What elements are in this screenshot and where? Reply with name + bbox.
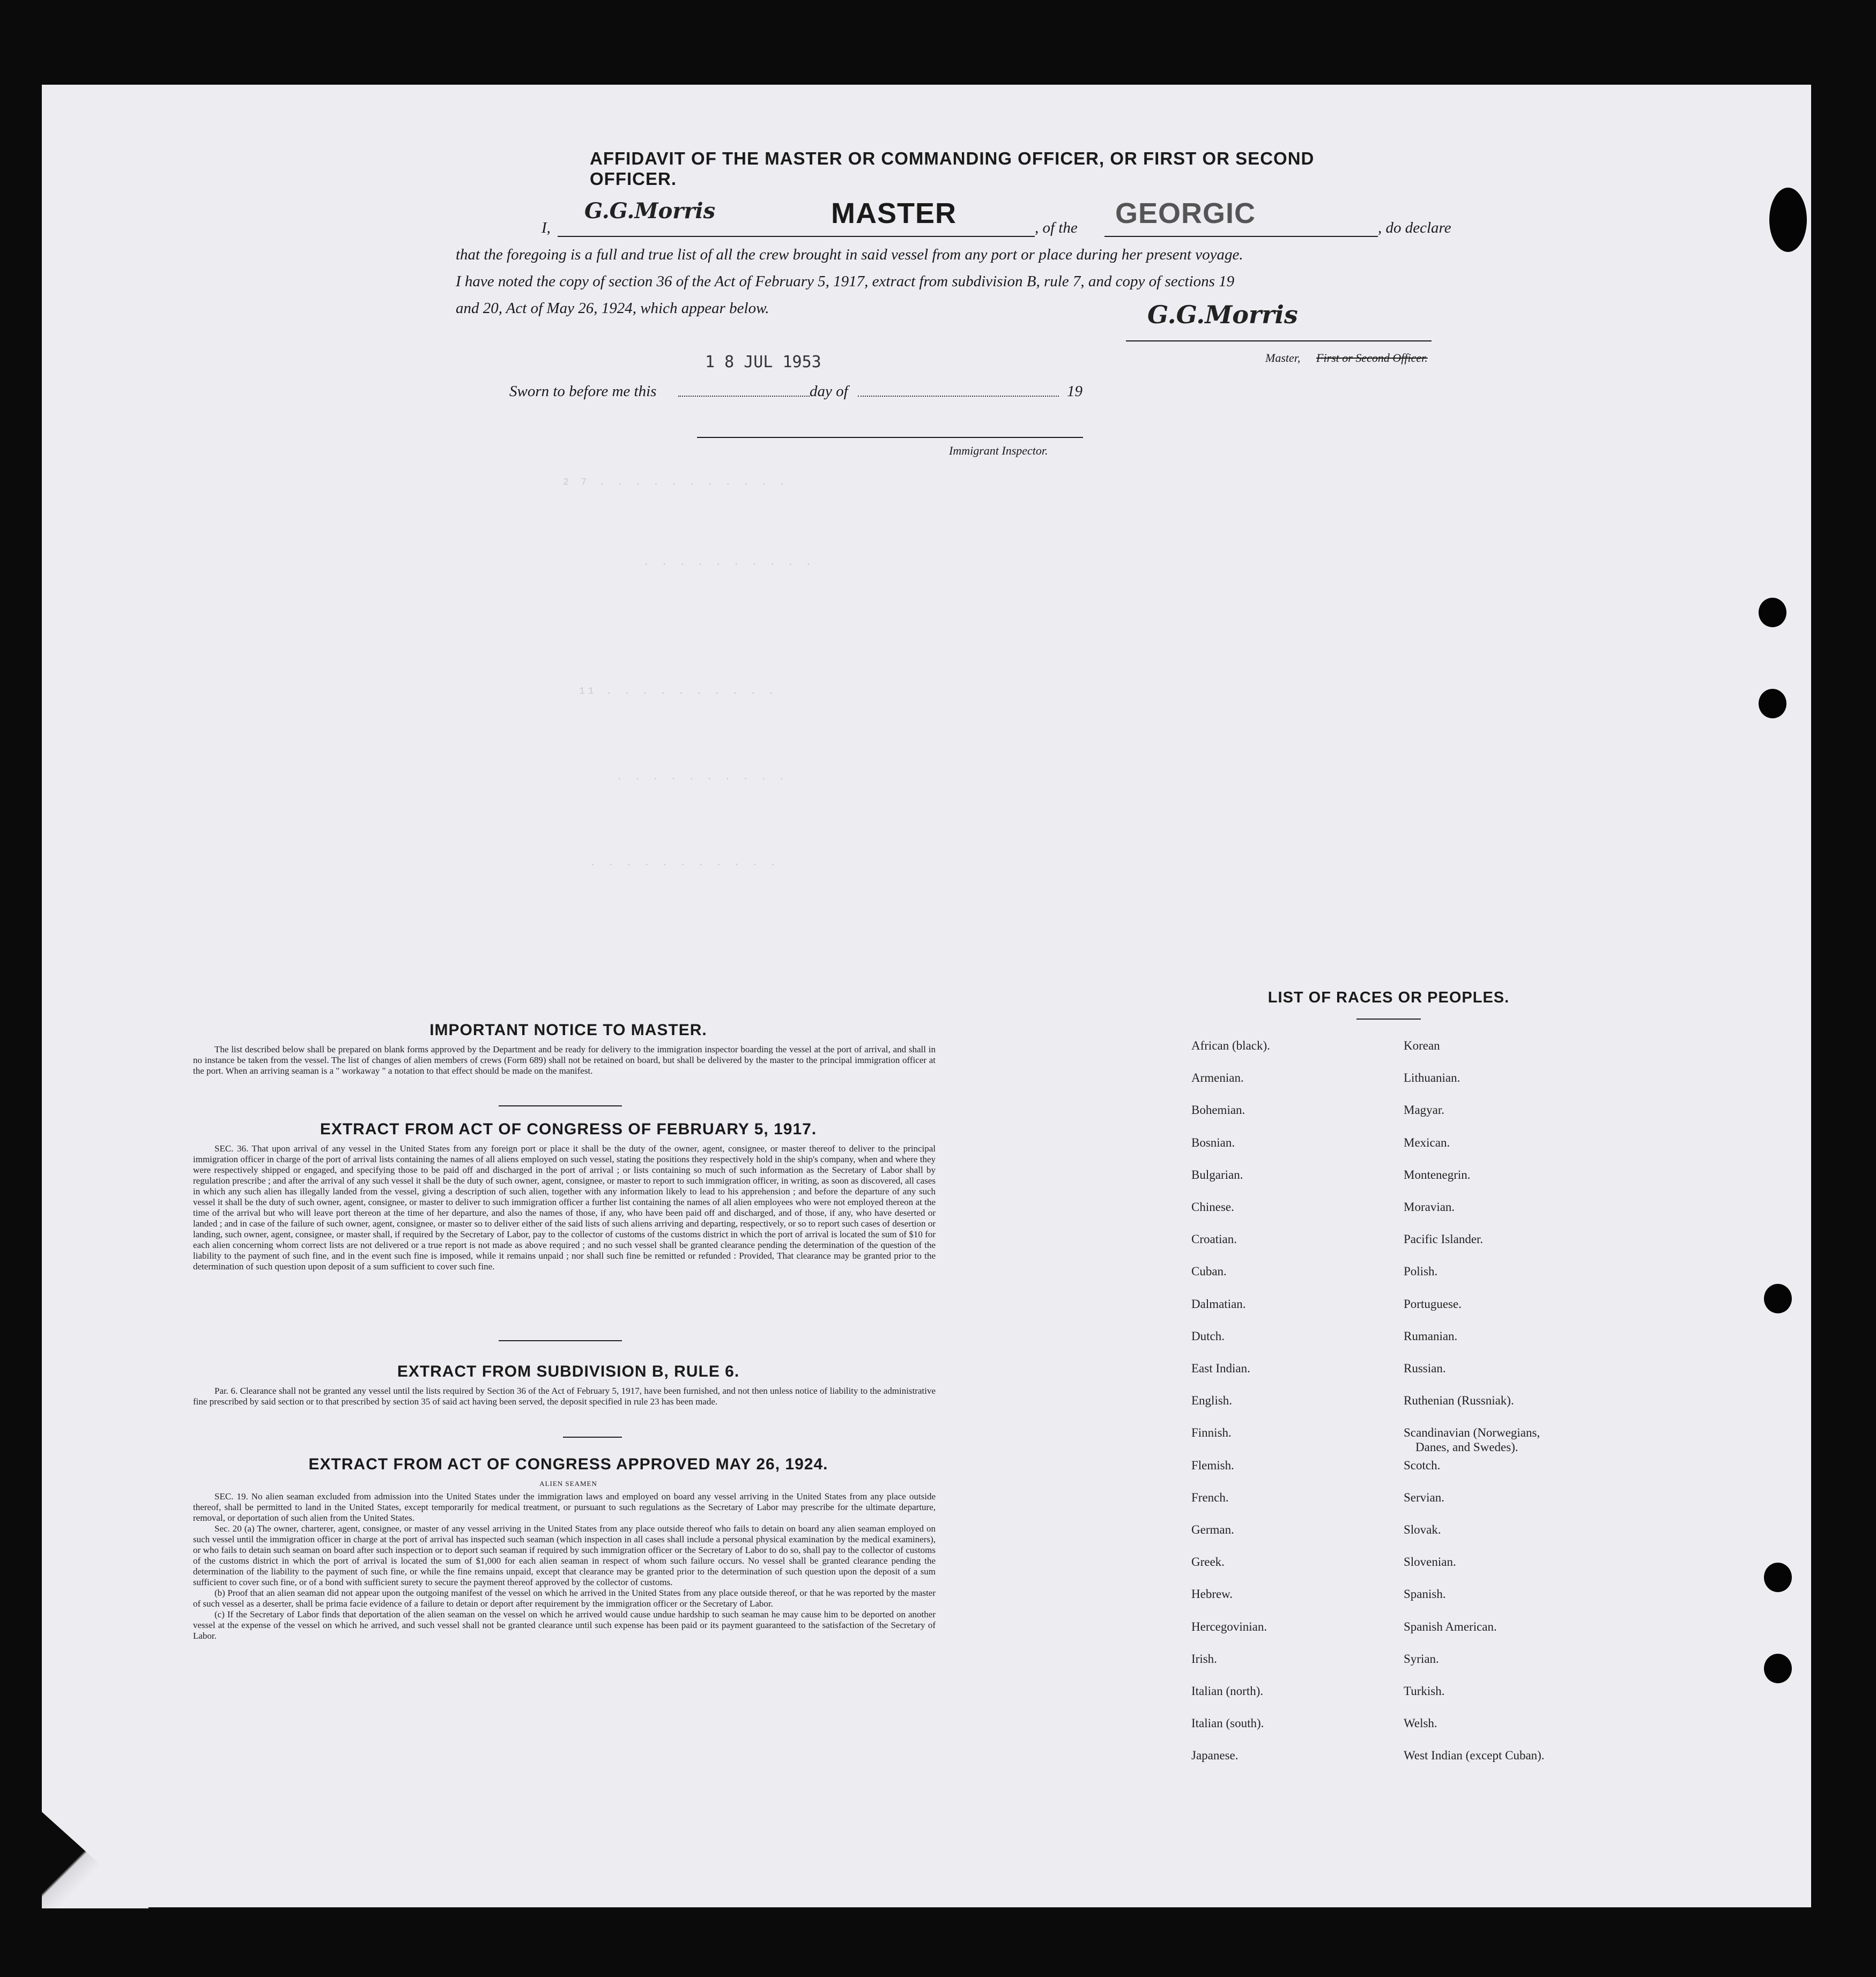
section-divider bbox=[563, 1437, 622, 1438]
act1917-sec36: SEC. 36. That upon arrival of any vessel in the United States from any foreign port or place it shall be the duty of the owner, agent, consignee, or master thereof to deliver to the principal immigration officer in charge of the port of arrival lists containing the names of all aliens employed on such vessel, stating the positions they respectively hold in the ship's company, when and where they were respectively shipped or engaged, and specifying those to be paid off and discharged in the port of arrival ; or lists containing so much of such information as the Secretary of Labor shall by regulation prescribe ; and after the arrival of any such vessel it shall be the duty of such owner, agent, consignee, or master to report to such immigration officer, in writing, as soon as discovered, all cases in which any such alien has illegally landed from the vessel, giving a description of such alien, together with any information likely to lead to his apprehension ; and before the departure of any such vessel it shall be the duty of such owner, agent, consignee, or master to deliver to such immigration officer a further list containing the names of all alien employees who were not employed thereon at the time of the arrival but who will leave port thereon at the time of her departure, and also the names of those, if any, who have been paid off and discharged, and of those, if any, who have deserted or landed ; and in case of the failure of such owner, agent, consignee, or master so to deliver either of the said lists of such aliens arriving and departing, respectively, or so to report such cases of desertion or landing, such owner, agent, consignee, or master shall, if required by the Secretary of Labor, pay to the collector of customs of the customs district in which the port of arrival is located the sum of $10 for each alien concerning whom correct lists are not delivered or a true report is not made as above required ; and no such vessel shall be granted clearance pending the determination of the question of the liability to the payment of such fine, and in the event such fine is imposed, while it remains unpaid ; nor shall such fine be remitted or refunded : Provided, That clearance may be granted prior to the determination of such question upon deposit of a sum sufficient to cover such fine. bbox=[193, 1143, 936, 1272]
vessel-name: GEORGIC bbox=[1115, 197, 1256, 229]
race-entry: Servian. bbox=[1404, 1490, 1445, 1504]
inspector-label: Immigrant Inspector. bbox=[949, 444, 1048, 457]
race-entry: Greek. bbox=[1191, 1555, 1225, 1569]
race-entry: East Indian. bbox=[1191, 1362, 1250, 1375]
race-entry: Armenian. bbox=[1191, 1071, 1244, 1085]
bleed-through-text: 11 . . . . . . . . . . bbox=[579, 686, 777, 697]
race-entry: Hebrew. bbox=[1191, 1587, 1233, 1601]
bleed-through-text: 2 7 . . . . . . . . . . . bbox=[563, 477, 789, 488]
of-the-text: , of the bbox=[1035, 219, 1078, 236]
race-entry: Chinese. bbox=[1191, 1200, 1234, 1214]
race-entry: Syrian. bbox=[1404, 1652, 1439, 1666]
section-divider bbox=[499, 1105, 622, 1106]
bleed-through-text: . . . . . . . . . . bbox=[617, 772, 788, 783]
act1924-heading: EXTRACT FROM ACT OF CONGRESS APPROVED MAY 26, 1924. bbox=[308, 1455, 828, 1473]
master-name-signature: G.G.Morris bbox=[584, 198, 716, 224]
races-heading: LIST OF RACES OR PEOPLES. bbox=[1267, 989, 1510, 1006]
race-entry: French. bbox=[1191, 1490, 1229, 1504]
race-entry: Russian. bbox=[1404, 1362, 1446, 1375]
race-entry: Finnish. bbox=[1191, 1426, 1232, 1440]
sworn-text: Sworn to before me this bbox=[509, 383, 657, 400]
do-declare-text: , do declare bbox=[1378, 219, 1451, 236]
master-signature: G.G.Morris bbox=[1147, 300, 1298, 329]
declaration-line-2: I have noted the copy of section 36 of the Act of February 5, 1917, extract from subdivision B, rule 7, and copy of sections 19 bbox=[456, 273, 1235, 290]
race-entry: Polish. bbox=[1404, 1265, 1438, 1279]
declaration-line-3: and 20, Act of May 26, 1924, which appear below. bbox=[456, 300, 769, 317]
inspector-line bbox=[697, 437, 1083, 438]
affidavit-heading: AFFIDAVIT OF THE MASTER OR COMMANDING OFFICER, OR FIRST OR SECOND OFFICER. bbox=[590, 148, 1315, 189]
race-entry: Mexican. bbox=[1404, 1135, 1450, 1149]
race-entry: Moravian. bbox=[1404, 1200, 1455, 1214]
rule6-text bbox=[193, 1386, 936, 1407]
race-entry: Magyar. bbox=[1404, 1103, 1445, 1117]
date-stamp: 1 8 JUL 1953 bbox=[705, 353, 821, 371]
vessel-line bbox=[1104, 236, 1378, 237]
act1924-sec20b: (b) Proof that an alien seaman did not appear upon the outgoing manifest of the vessel on which he arrived in the United States from any place outside thereof, or that he was reported by the master of such vessel as a deserter, shall be prima facie evidence of a failure to detain or deport after requirement by the immigration officer or the Secretary of Labor. bbox=[193, 1588, 936, 1609]
binder-hole bbox=[1759, 689, 1786, 718]
race-entry: Bosnian. bbox=[1191, 1135, 1235, 1149]
race-entry: Portuguese. bbox=[1404, 1297, 1462, 1311]
sworn-month-line bbox=[858, 396, 1059, 397]
rule6-heading: EXTRACT FROM SUBDIVISION B, RULE 6. bbox=[397, 1363, 740, 1380]
act1924-sec20c: (c) If the Secretary of Labor finds that deportation of the alien seaman on the vessel on which he arrived would cause undue hardship to such seaman he may cause him to be deported on another vessel at the expense of the vessel on which he arrived, and such vessel shall not be granted clearance until such expense has been paid or its payment guaranteed to the satisfaction of the Secretary of Labor. bbox=[193, 1609, 936, 1641]
day-of-text: day of bbox=[810, 383, 848, 400]
race-entry: Dalmatian. bbox=[1191, 1297, 1246, 1311]
binder-hole bbox=[1764, 1284, 1792, 1313]
race-entry: Italian (north). bbox=[1191, 1684, 1264, 1698]
binder-hole bbox=[1759, 598, 1786, 627]
act1924-text bbox=[193, 1491, 936, 1641]
race-entry: Flemish. bbox=[1191, 1458, 1234, 1472]
act1924-sec19: SEC. 19. No alien seaman excluded from admission into the United States under the immigration laws and employed on board any vessel arriving in the United States from any place outside thereof, shall be permitted to land in the United States, except temporarily for medical treatment, or pursuant to such regulations as the Secretary of Labor may prescribe for the ultimate departure, removal, or deportation of such alien from the United States. bbox=[193, 1491, 936, 1523]
race-entry: Montenegrin. bbox=[1404, 1168, 1471, 1181]
binder-hole bbox=[1764, 1654, 1792, 1683]
race-entry: Bohemian. bbox=[1191, 1103, 1245, 1117]
race-entry: Italian (south). bbox=[1191, 1716, 1264, 1730]
race-entry: Bulgarian. bbox=[1191, 1168, 1243, 1181]
race-entry: Lithuanian. bbox=[1404, 1071, 1460, 1085]
sworn-day-line bbox=[678, 396, 810, 397]
race-entry: Welsh. bbox=[1404, 1716, 1437, 1730]
section-divider bbox=[499, 1340, 622, 1341]
binder-hole bbox=[1769, 188, 1807, 252]
race-entry: German. bbox=[1191, 1523, 1234, 1536]
race-entry: Pacific Islander. bbox=[1404, 1232, 1484, 1246]
notice-paragraph: The list described below shall be prepared on blank forms approved by the Department and be ready for delivery to the immigration inspector boarding the vessel at the port of arrival, and shall in no instance be taken from the vessel. The list of changes of alien members of crews (Form 689) shall not be retained on board, but shall be delivered by the master to the principal immigration officer at the port. When an arriving seaman is a " workaway " a notation to that effect should be made on the manifest. bbox=[193, 1044, 936, 1076]
race-entry: Spanish. bbox=[1404, 1587, 1446, 1601]
race-entry: Rumanian. bbox=[1404, 1329, 1458, 1343]
notice-text bbox=[193, 1044, 936, 1076]
race-entry: English. bbox=[1191, 1394, 1233, 1408]
race-entry: Slovenian. bbox=[1404, 1555, 1456, 1569]
race-entry: Ruthenian (Russniak). bbox=[1404, 1394, 1514, 1408]
race-entry: Hercegovinian. bbox=[1191, 1619, 1267, 1633]
master-rank: MASTER bbox=[831, 197, 956, 229]
act1917-text bbox=[193, 1143, 936, 1272]
race-entry-continuation: Danes, and Swedes). bbox=[1415, 1440, 1518, 1454]
signature-title-master: Master, bbox=[1265, 351, 1301, 365]
race-entry: Spanish American. bbox=[1404, 1619, 1497, 1633]
bleed-through-text: . . . . . . . . . . bbox=[643, 558, 815, 568]
race-entry: Korean bbox=[1404, 1039, 1440, 1052]
race-entry: Turkish. bbox=[1404, 1684, 1445, 1698]
race-entry: Irish. bbox=[1191, 1652, 1217, 1666]
race-entry: Scotch. bbox=[1404, 1458, 1441, 1472]
year-prefix: 19 bbox=[1067, 383, 1082, 400]
signature-line bbox=[1126, 340, 1432, 341]
race-entry: Croatian. bbox=[1191, 1232, 1237, 1246]
race-entry: West Indian (except Cuban). bbox=[1404, 1749, 1545, 1763]
rule6-par6: Par. 6. Clearance shall not be granted any vessel until the lists required by Section 36 of the Act of February 5, 1917, have been furnished, and not then unless notice of liability to the administrative fine prescribed by said section or to that prescribed by section 35 of said act having been served, the deposit specified in rule 23 has been made. bbox=[193, 1386, 936, 1407]
binder-hole bbox=[1764, 1563, 1792, 1592]
race-entry: Dutch. bbox=[1191, 1329, 1225, 1343]
notice-heading: IMPORTANT NOTICE TO MASTER. bbox=[429, 1021, 707, 1039]
act1924-sec20a: Sec. 20 (a) The owner, charterer, agent, consignee, or master of any vessel arriving in the United States from any place outside thereof who fails to detain on board any alien seaman employed on such vessel until the immigration officer in charge at the port of arrival has inspected such seaman (which inspection in all cases shall include a personal physical examination by the medical examiners), or who fails to detain such seaman on board after such inspection or to deport such seaman if required by such immigration officer or the Secretary of Labor to do so, shall pay to the collector of customs of the customs district in which the port of arrival is located the sum of $1,000 for each alien seaman in respect of whom such failure occurs. No vessel shall be granted clearance pending the determination of the liability to the payment of such fine, or while the fine remains unpaid, except that clearance may be granted prior to the determination of such question upon the deposit of a sum sufficient to cover such fine, or of a bond with sufficient surety to secure the payment thereof approved by the collector of customs. bbox=[193, 1523, 936, 1587]
bleed-through-text: . . . . . . . . . . . bbox=[590, 858, 779, 868]
race-entry: Cuban. bbox=[1191, 1265, 1227, 1279]
declaration-line-1: that the foregoing is a full and true list of all the crew brought in said vessel from any port or place during her present voyage. bbox=[456, 246, 1243, 263]
races-divider bbox=[1356, 1019, 1421, 1020]
name-line bbox=[558, 236, 1035, 237]
act1917-heading: EXTRACT FROM ACT OF CONGRESS OF FEBRUARY 5, 1917. bbox=[320, 1120, 817, 1138]
race-entry: Slovak. bbox=[1404, 1523, 1441, 1536]
race-entry: Japanese. bbox=[1191, 1749, 1239, 1763]
race-entry: Scandinavian (Norwegians, bbox=[1404, 1426, 1540, 1440]
race-entry: African (black). bbox=[1191, 1039, 1270, 1052]
signature-title-struck: First or Second Officer. bbox=[1316, 351, 1428, 365]
act1924-subheading: ALIEN SEAMEN bbox=[539, 1480, 597, 1488]
declaration-i: I, bbox=[542, 219, 551, 236]
